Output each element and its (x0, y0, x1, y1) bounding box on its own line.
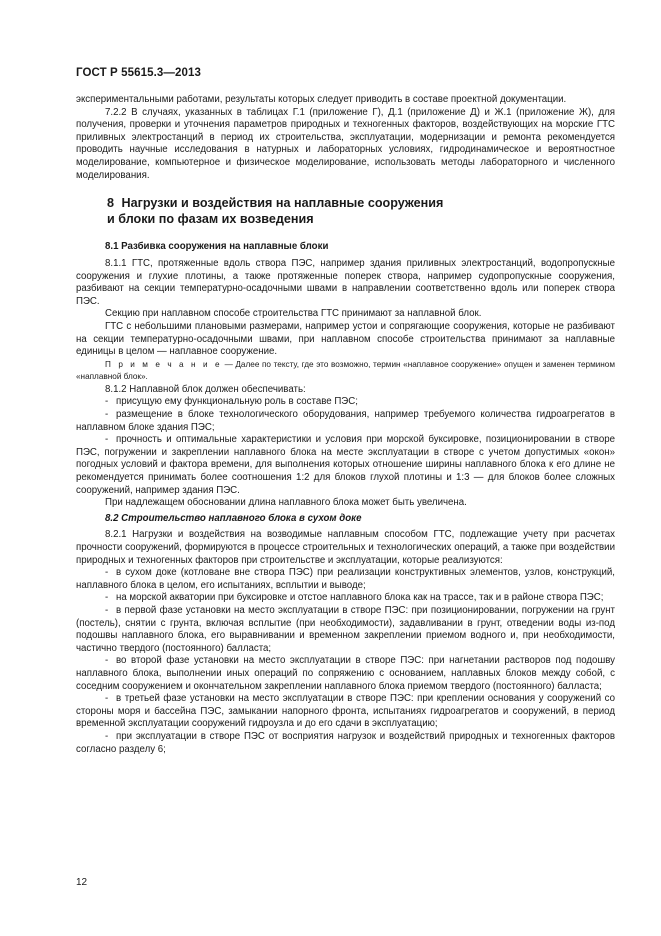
clause-8-2-1: 8.2.1 Нагрузки и воздействия на возводимые наплавным способом ГТС, подлежащие учету при расчетах прочности сооружений, формируются в процессе строительных и технологических операций, а также при воздействии природных и техногенных факторов при строительстве и эксплуатации, которые реализуются: (76, 529, 615, 566)
paragraph-section-unit: Секцию при наплавном способе строительства ГТС принимают за наплавной блок. (105, 308, 482, 320)
note (76, 359, 615, 384)
document-header: ГОСТ Р 55615.3—2013 (76, 67, 201, 79)
section-8-number: 8 (107, 196, 115, 211)
intro-paragraph-1: экспериментальными работами, результаты которых следует приводить в составе проектной документации. (76, 94, 567, 105)
list-item: - в первой фазе установки на место эксплуатации в створе ПЭС: при позиционировании, погружении на грунт (постель), снятии с грунта, включая всплытие (при необходимости), задавливании в грунт, отведении воды из-под подошвы наплавного блока, его выравнивании и временном закреплении приемом водного и, при необходимости, частично твердого (постоянного) балласта; (76, 604, 615, 654)
list-item: - присущую ему функциональную роль в составе ПЭС; (105, 396, 358, 408)
list-item: - прочность и оптимальные характеристики и условия при морской буксировке, позиционировании в створе ПЭС, погружении и закреплении наплавного блока на месте эксплуатации в створе с учетом допустимых «окон» погодных условий и фактора времени, для выполнения которых отношение ширины наплавного блока к его длине не рекомендуется принимать более соотношения 1:2 для блоков глухой плотины и 1:3 — для блоков более сложных сооружений, например здания ПЭС. (76, 434, 615, 496)
list-item: - в сухом доке (котловане вне створа ПЭС) при реализации конструктивных элементов, узлов, конструкций, наплавного блока в целом, его испытаниях, всплытии и выводе; (76, 567, 615, 591)
subsection-8-2-heading: 8.2 Строительство наплавного блока в сухом доке (105, 512, 362, 524)
clause-8-1-2: 8.1.2 Наплавной блок должен обеспечивать: (105, 383, 306, 395)
paragraph-small-structures: ГТС с небольшими плановыми размерами, например устои и сопрягающие сооружения, которые не разбивают на секции температурно-осадочными швами, при наплавном способе строительства принимают за наплавные единицы в целом — наплавное сооружение. (76, 320, 615, 358)
section-8-title-line1: Нагрузки и воздействия на наплавные сооружения (121, 196, 444, 211)
clause-7-2-2: 7.2.2 В случаях, указанных в таблицах Г.1 (приложение Г), Д.1 (приложение Д) и Ж.1 (приложение Ж), для получения, проверки и уточнения параметров природных и техногенных факторов, воздействующих на морские ГТС приливных электростанций в период их строительства, эксплуатации, модернизации и ремонта рекомендуется проводить научные исследования в натурных и лабораторных условиях, гидродинамическое и вероятностное моделирование, компьютерное и физическое моделирование, использовать методы лабораторного и численного моделирования. (76, 106, 615, 181)
list-item: - размещение в блоке технологического оборудования, например требуемого количества гидроагрегатов в наплавном блоке здания ПЭС; (76, 409, 615, 433)
note-label: П р и м е ч а н и е (105, 359, 222, 369)
paragraph-length-note: При надлежащем обосновании длина наплавного блока может быть увеличена. (105, 497, 467, 509)
list-item: - во второй фазе установки на место эксплуатации в створе ПЭС: при нагнетании растворов под подошву наплавного блока, выполнении иных операций по сопряжению с основанием, наплавных блоков между собой, с соседним сооружением и окончательном закреплении наплавного блока приемом твердого (постоянного) балласта; (76, 655, 615, 692)
section-8-heading (76, 196, 615, 227)
list-item: - на морской акватории при буксировке и отстое наплавного блока как на трассе, так и в районе створа ПЭС; (105, 592, 604, 604)
subsection-8-1-heading: 8.1 Разбивка сооружения на наплавные блоки (105, 241, 329, 253)
page-number: 12 (76, 877, 88, 888)
section-8-title-line2: и блоки по фазам их возведения (107, 211, 314, 226)
document-body (76, 94, 615, 756)
list-item: - при эксплуатации в створе ПЭС от восприятия нагрузок и воздействий природных и техногенных факторов согласно разделу 6; (76, 730, 615, 755)
clause-8-1-1: 8.1.1 ГТС, протяженные вдоль створа ПЭС, например здания приливных электростанций, водопропускные сооружения и глухие плотины, а также протяженные поперек створа, например судопропускные сооружения, разбивают на секции температурно-осадочными швами в направлении соответственно вдоль или поперек створа ПЭС. (76, 257, 615, 307)
note-text: — Далее по тексту, где это возможно, термин «наплавное сооружение» опущен и заменен термином «наплавной блок». (76, 359, 615, 382)
list-item: - в третьей фазе установки на место эксплуатации в створе ПЭС: при креплении основания у сооружений со стороны моря и бассейна ПЭС, замыкании напорного фронта, испытаниях гидроагрегатов и сооружений, в период временной эксплуатации сооружений гидроузла и до его сдачи в эксплуатацию; (76, 693, 615, 730)
